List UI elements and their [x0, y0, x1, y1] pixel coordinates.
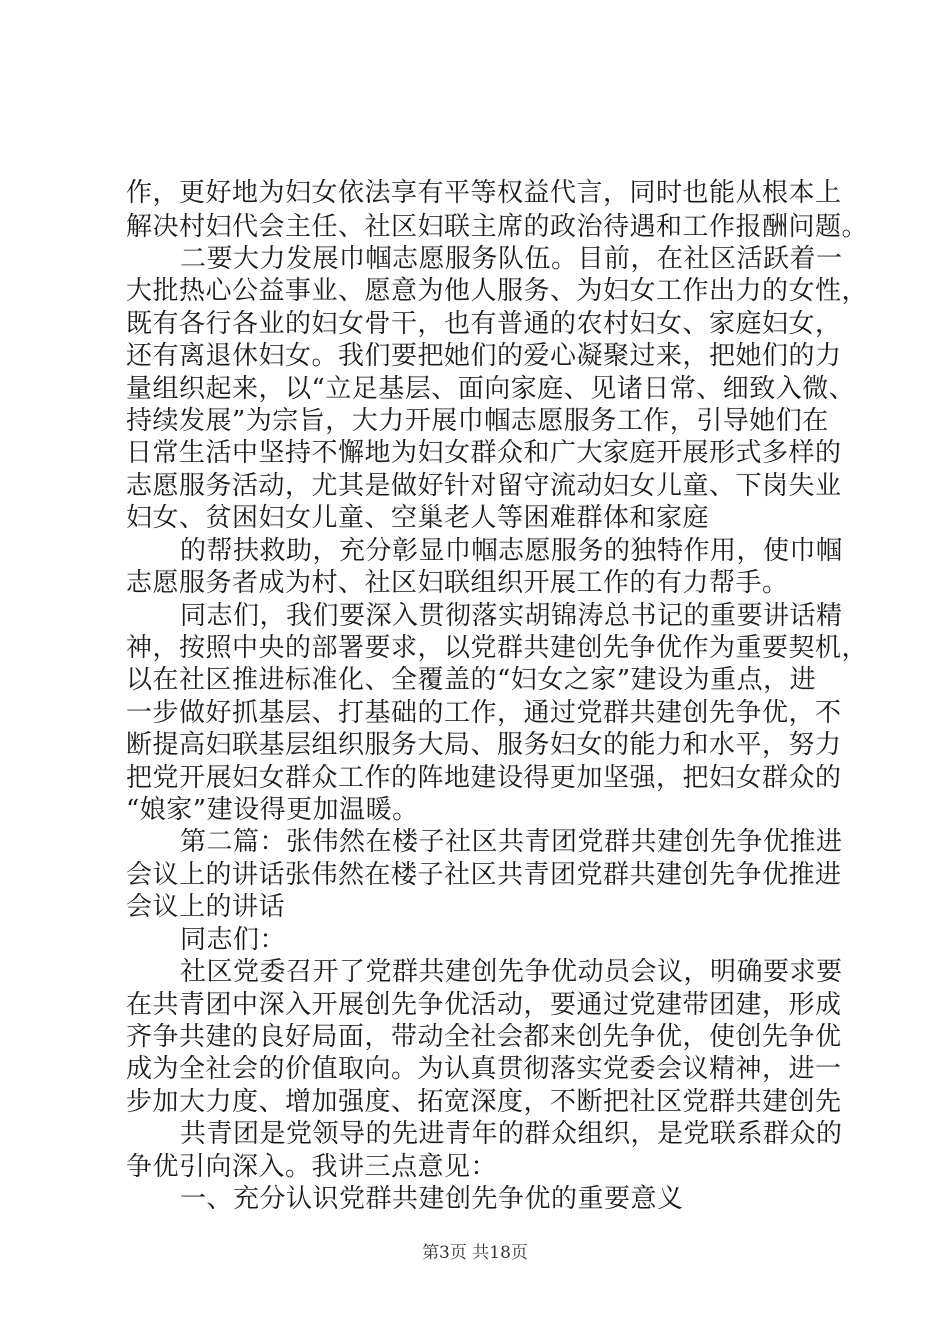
line-text: 共青团是党领导的先进青年的群众组织，是党联系群众的	[180, 1119, 843, 1150]
line-text: 成为全社会的价值取向。为认真贯彻落实党委会议精神，进一	[126, 1054, 842, 1085]
line-text: 同志们，我们要深入贯彻落实胡锦涛总书记的重要讲话精	[180, 600, 843, 631]
line-text: 二要大力发展巾帼志愿服务队伍。目前，在社区活跃着一	[180, 244, 843, 274]
line-text: 第二篇：张伟然在楼子社区共青团党群共建创先争优推进	[180, 827, 843, 858]
line-text: 志愿服务者成为村、社区妇联组织开展工作的有力帮手。	[126, 568, 789, 599]
line-text: “娘家”建设得更加温暖。	[126, 795, 419, 826]
line-text: 量组织起来，以“立足基层、面向家庭、见诸日常、细致入微、	[126, 373, 856, 404]
line-text: 以在社区推进标准化、全覆盖的“妇女之家”建设为重点，进	[126, 665, 817, 696]
line-text: 同志们：	[180, 924, 287, 955]
line-text: 妇女、贫困妇女儿童、空巢老人等困难群体和家庭	[126, 503, 710, 534]
line-text: 志愿服务活动，尤其是做好针对留守流动妇女儿童、下岗失业	[126, 470, 842, 501]
line-text: 把党开展妇女群众工作的阵地建设得更加坚强，把妇女群众的	[126, 762, 842, 793]
line-text: 会议上的讲话张伟然在楼子社区共青团党群共建创先争优推进	[126, 859, 842, 890]
line-text: 社区党委召开了党群共建创先争优动员会议，明确要求要	[180, 957, 843, 988]
line-text: 步加大力度、增加强度、拓宽深度，不断把社区党群共建创先	[126, 1086, 842, 1117]
line-text: 一、充分认识党群共建创先争优的重要意义	[180, 1184, 684, 1214]
line-text: 还有离退休妇女。我们要把她们的爱心凝聚过来，把她们的力	[126, 341, 842, 372]
line-text: 一步做好抓基层、打基础的工作，通过党群共建创先争优，不	[126, 697, 842, 728]
page-footer	[0, 1238, 950, 1263]
line-text: 持续发展”为宗旨，大力开展巾帼志愿服务工作，引导她们在	[126, 406, 829, 437]
line-text: 大批热心公益事业、愿意为他人服务、为妇女工作出力的女性，	[126, 276, 869, 307]
page-number-label: 第3页 共18页	[422, 1243, 528, 1263]
line-text: 作，更好地为妇女依法享有平等权益代言，同时也能从根本上	[126, 178, 842, 208]
line-text: 神，按照中央的部署要求，以党群共建创先争优作为重要契机，	[126, 632, 869, 663]
line-text: 既有各行各业的妇女骨干，也有普通的农村妇女、家庭妇女，	[126, 308, 842, 339]
line-text: 的帮扶救助，充分彰显巾帼志愿服务的独特作用，使巾帼	[180, 535, 843, 566]
line-text: 争优引向深入。我讲三点意见：	[126, 1151, 498, 1182]
line-text: 齐争共建的良好局面，带动全社会都来创先争优，使创先争优	[126, 1021, 842, 1052]
line-text: 在共青团中深入开展创先争优活动，要通过党建带团建，形成	[126, 989, 842, 1020]
line-text: 日常生活中坚持不懈地为妇女群众和广大家庭开展形式多样的	[126, 438, 842, 469]
line-text: 解决村妇代会主任、社区妇联主席的政治待遇和工作报酬问题。	[126, 212, 869, 242]
line-text: 断提高妇联基层组织服务大局、服务妇女的能力和水平，努力	[126, 730, 842, 761]
line-text: 会议上的讲话	[126, 892, 286, 923]
